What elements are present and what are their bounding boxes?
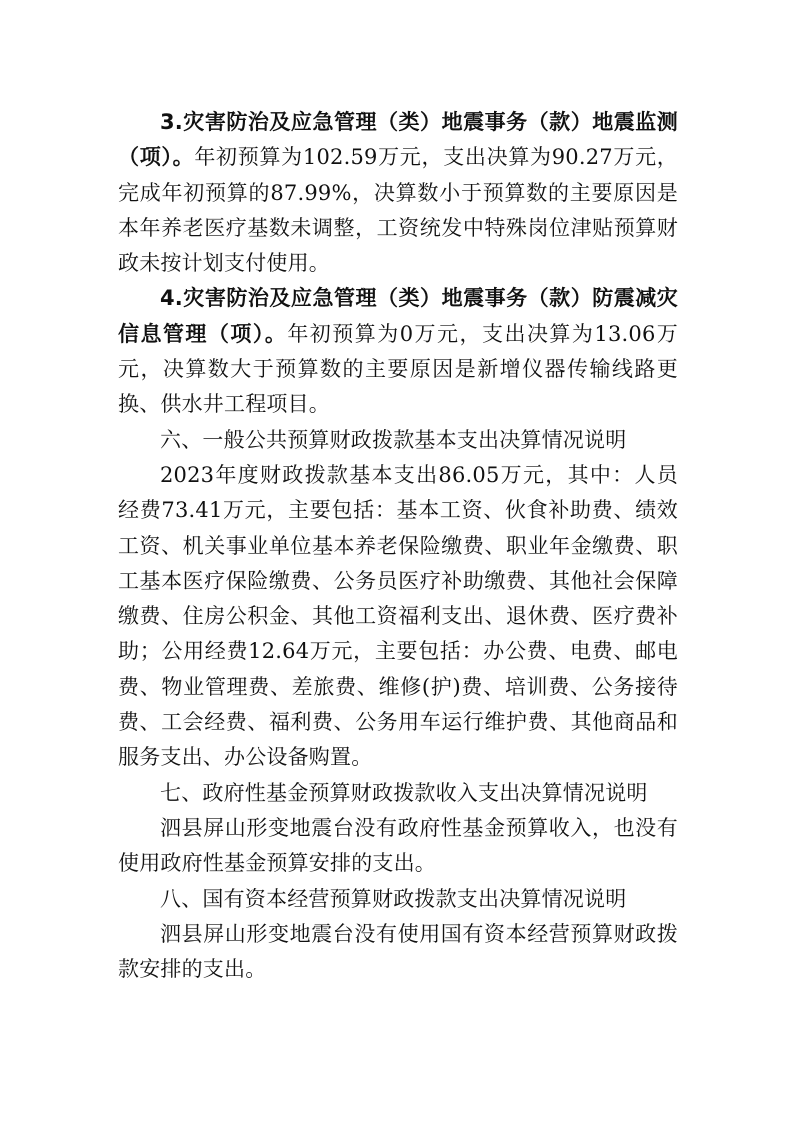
paragraph-text: 年初预算为102.59万元，支出决算为90.27万元，完成年初预算的87.99%，决算数小于预算数的主要原因是本年养老医疗基数未调整，工资统发中特殊岗位津贴预算财政未按计划支付使用。 <box>118 145 678 276</box>
paragraph-lead: 4.灾害防治及应急管理（类）地震事务（款）防震减灾信息管理（项）。 <box>118 286 678 346</box>
section-heading-7: 七、政府性基金预算财政拨款收入支出决算情况说明 <box>160 780 648 805</box>
document-body <box>118 105 678 987</box>
paragraph-government-fund: 泗县屏山形变地震台没有政府性基金预算收入，也没有使用政府性基金预算安排的支出。 <box>118 815 678 876</box>
paragraph-lead: 3.灾害防治及应急管理（类）地震事务（款）地震监测（项）。 <box>118 110 678 170</box>
paragraph-text: 年初预算为0万元，支出决算为13.06万元，决算数大于预算数的主要原因是新增仪器传输线路更换、供水井工程项目。 <box>118 321 678 417</box>
section-heading-8: 八、国有资本经营预算财政拨款支出决算情况说明 <box>160 886 627 911</box>
paragraph-state-capital: 泗县屏山形变地震台没有使用国有资本经营预算财政拨款安排的支出。 <box>118 921 678 982</box>
paragraph-disaster-info-management <box>118 281 678 422</box>
paragraph-earthquake-monitoring <box>118 105 678 281</box>
section-heading-6: 六、一般公共预算财政拨款基本支出决算情况说明 <box>160 427 627 452</box>
paragraph-basic-expenditure: 2023年度财政拨款基本支出86.05万元，其中：人员经费73.41万元，主要包括：基本工资、伙食补助费、绩效工资、机关事业单位基本养老保险缴费、职业年金缴费、职工基本医疗保险缴费、公务员医疗补助缴费、其他社会保障缴费、住房公积金、其他工资福利支出、退休费、医疗费补助；公用经费12.64万元，主要包括：办公费、电费、邮电费、物业管理费、差旅费、维修(护)费、培训费、公务接待费、工会经费、福利费、公务用车运行维护费、其他商品和服务支出、办公设备购置。 <box>118 462 678 770</box>
